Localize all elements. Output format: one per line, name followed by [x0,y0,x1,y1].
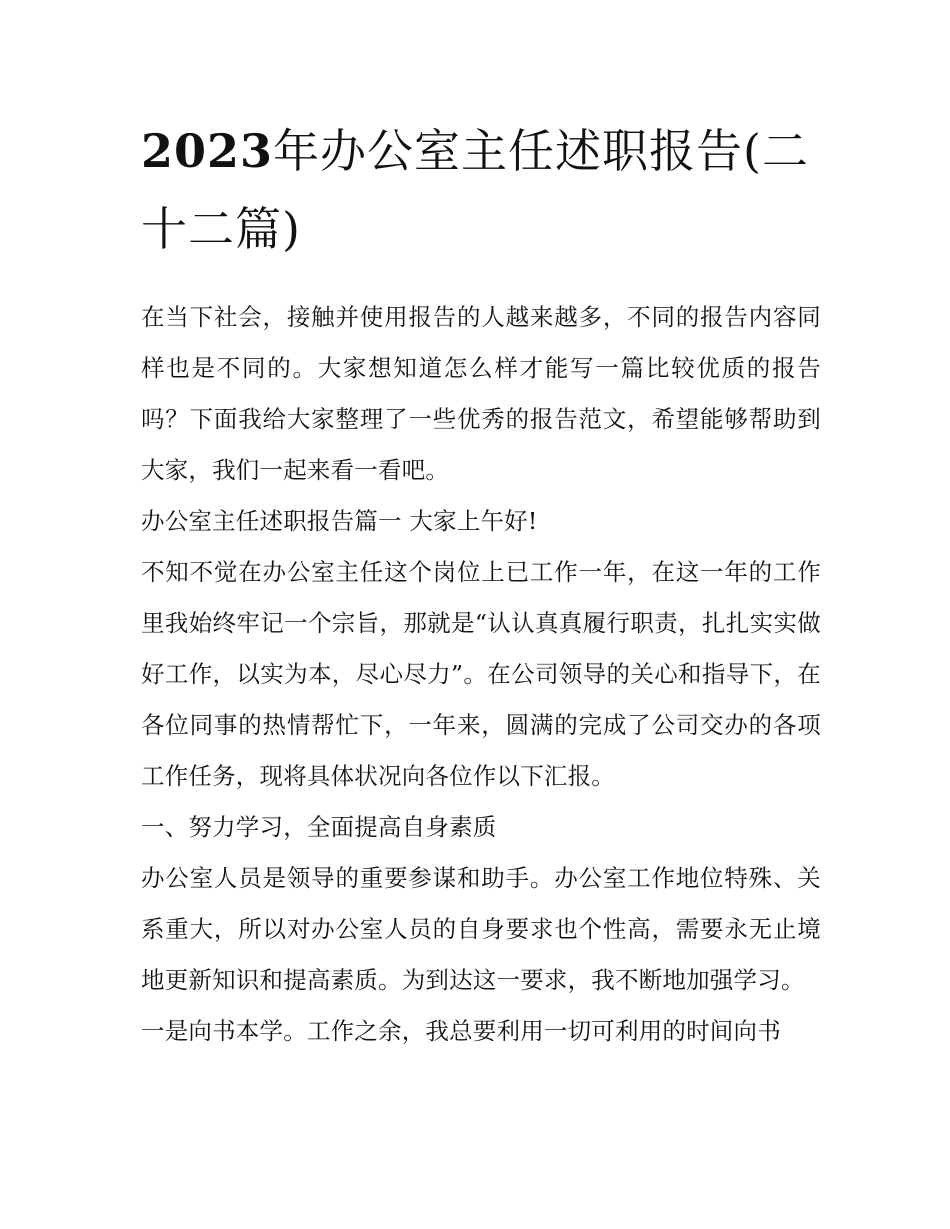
intro-paragraph: 在当下社会，接触并使用报告的人越来越多，不同的报告内容同样也是不同的。大家想知道怎么样才能写一篇比较优质的报告吗？下面我给大家整理了一些优秀的报告范文，希望能够帮助到大家，我们一起来看一看吧。 [141,303,821,484]
body-paragraph: 办公室人员是领导的重要参谋和助手。办公室工作地位特殊、关系重大，所以对办公室人员的自身要求也个性高，需要永无止境地更新知识和提高素质。为到达这一要求，我不断地加强学习。 [141,864,821,994]
document-title [141,112,821,268]
title-year: 2023 [141,124,274,178]
section-heading-study: 一、努力学习，全面提高自身素质 [141,813,497,841]
body-paragraph: 一是向书本学。工作之余，我总要利用一切可利用的时间向书 [141,1017,781,1045]
section-heading-chapter-one: 办公室主任述职报告篇一 大家上午好! [141,507,538,535]
title-text: 年办公室主任述职报告(二十二篇) [141,124,809,256]
body-paragraph: 不知不觉在办公室主任这个岗位上已工作一年，在这一年的工作里我始终牢记一个宗旨，那就是“认认真真履行职责，扎扎实实做好工作，以实为本，尽心尽力”。在公司领导的关心和指导下，在各位同事的热情帮忙下，一年来，圆满的完成了公司交办的各项工作任务，现将具体状况向各位作以下汇报。 [141,558,821,790]
document-content [141,112,821,1057]
document-body [141,292,821,1057]
